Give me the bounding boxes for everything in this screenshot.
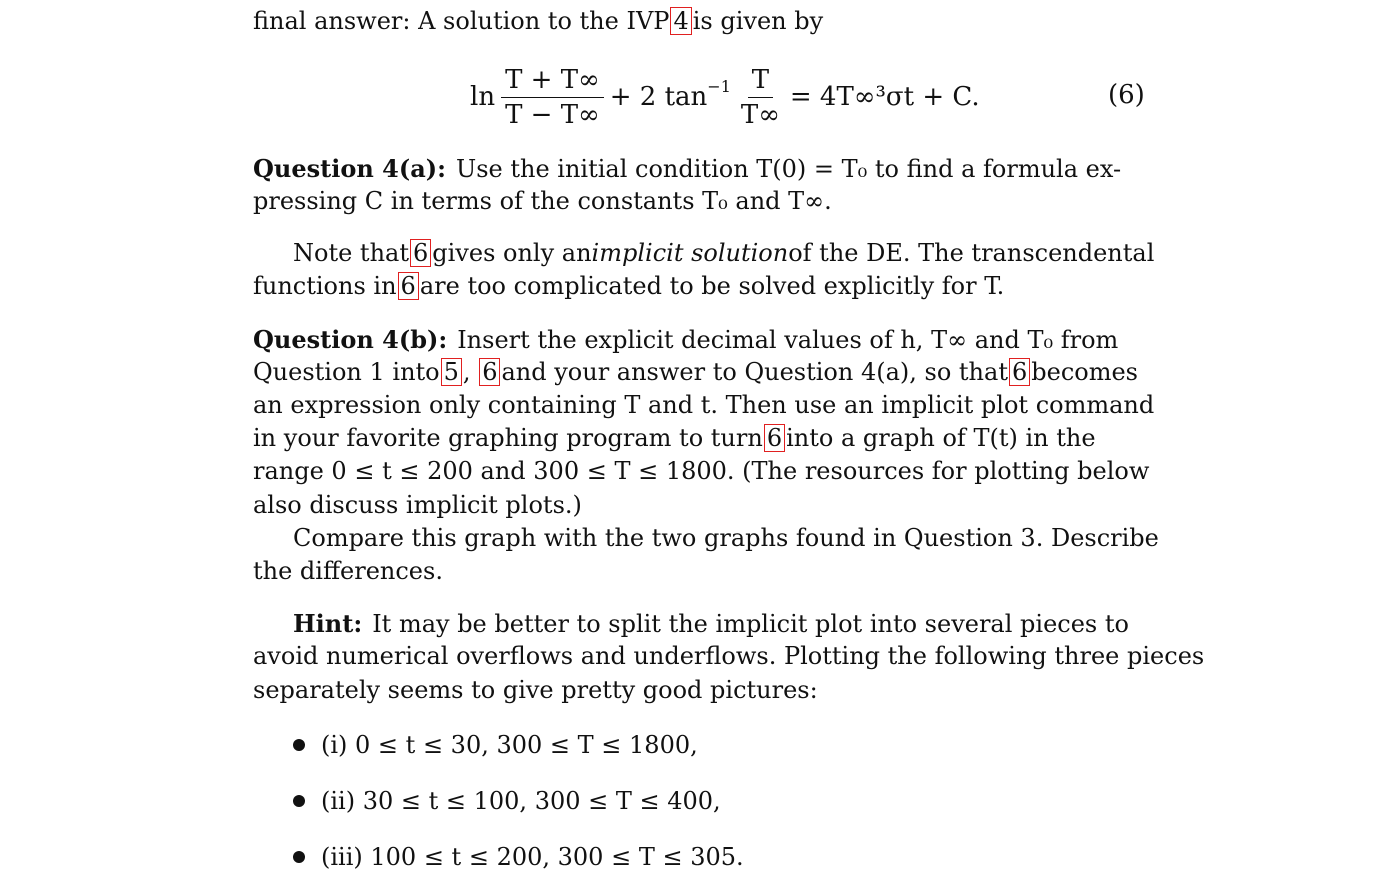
intro-text-before: final answer: A solution to the IVP: [253, 7, 670, 35]
equation-ref-link[interactable]: 6: [398, 272, 419, 300]
bullet-text: (ii) 30 ≤ t ≤ 100, 300 ≤ T ≤ 400,: [321, 787, 721, 815]
note-text-c: of the DE. The transcendental: [788, 239, 1155, 267]
q4b-line-6: [253, 489, 1143, 522]
bullet-item: [293, 840, 744, 874]
bullet-dot-icon: [293, 739, 305, 751]
q4b-line-3: [253, 389, 1155, 422]
equation-ref-link[interactable]: 6: [479, 358, 500, 386]
hint-label: Hint:: [293, 609, 363, 638]
hint-text-3: separately seems to give pretty good pictures:: [253, 676, 818, 704]
eq-fraction-2: [737, 65, 784, 130]
bullet-item: [293, 784, 721, 818]
eq-middle: + 2 tan: [609, 82, 708, 112]
hint-text-2: avoid numerical overflows and underflows. Plotting the following three pieces: [253, 642, 1205, 670]
q4b-text-4b: into a graph of T(t) in the: [786, 424, 1096, 452]
bullet-dot-icon: [293, 851, 305, 863]
equation-ref-link[interactable]: 6: [764, 424, 785, 452]
hint-line-2: [253, 640, 1205, 673]
eq-frac1-denominator: T − T∞: [505, 99, 600, 130]
eq-ln: ln: [470, 82, 496, 112]
q4b-text-5: range 0 ≤ t ≤ 200 and 300 ≤ T ≤ 1800. (The resources for plotting below: [253, 457, 1150, 485]
eq-frac2-denominator: T∞: [740, 99, 780, 130]
note-text-d: functions in: [253, 272, 397, 300]
q4a-line-2: [253, 185, 1143, 218]
intro-line: [253, 5, 1143, 38]
note-text-a: Note that: [293, 239, 409, 267]
note-line-2: [253, 270, 1143, 303]
q4b-line-7: [293, 522, 1159, 555]
bullet-dot-icon: [293, 795, 305, 807]
q4a-text-2: pressing C in terms of the constants T₀ and T∞.: [253, 187, 832, 215]
eq-frac1-numerator: T + T∞: [501, 65, 604, 98]
q4a-line-1: [253, 152, 1143, 185]
q4b-text-1: Insert the explicit decimal values of h, T∞ and T₀ from: [457, 326, 1119, 354]
q4b-text-3: an expression only containing T and t. Then use an implicit plot command: [253, 391, 1155, 419]
note-text-b: gives only an: [432, 239, 592, 267]
q4b-text-8: the differences.: [253, 557, 443, 585]
note-line-1: [293, 237, 1155, 270]
equation-ref-link[interactable]: 5: [441, 358, 462, 386]
q4b-line-4: [253, 422, 1143, 455]
equation-6: ln $\frac{T + T\infty}{T - T\infty}$ + 2 tan $^{-1}$ $\frac{T}{T\infty}$ = 4T∞³σt + C.: [470, 64, 980, 130]
q4b-line-5: [253, 455, 1150, 488]
hint-text-1: It may be better to split the implicit plot into several pieces to: [372, 610, 1129, 638]
equation-ref-link[interactable]: 4: [670, 7, 691, 35]
q4b-text-2b: and your answer to Question 4(a), so that: [501, 358, 1008, 386]
eq-frac2-numerator: T: [748, 65, 773, 98]
equation-ref-link[interactable]: 6: [410, 239, 431, 267]
q4a-text-1: Use the initial condition T(0) = T₀ to find a formula ex-: [455, 155, 1122, 183]
q4b-text-2c: becomes: [1031, 358, 1138, 386]
note-text-e: are too complicated to be solved explicitly for T.: [419, 272, 1005, 300]
bullet-text: (i) 0 ≤ t ≤ 30, 300 ≤ T ≤ 1800,: [321, 731, 698, 759]
q4b-text-7: Compare this graph with the two graphs found in Question 3. Describe: [293, 524, 1159, 552]
note-emphasis: implicit solution: [591, 239, 789, 267]
bullet-item: [293, 728, 698, 762]
q4b-label: Question 4(b):: [253, 325, 448, 354]
q4a-label: Question 4(a):: [253, 154, 446, 183]
eq-fraction-1: [501, 65, 604, 130]
bullet-text: (iii) 100 ≤ t ≤ 200, 300 ≤ T ≤ 305.: [321, 843, 744, 871]
q4b-text-6: also discuss implicit plots.): [253, 491, 582, 519]
hint-line-3: [253, 674, 1143, 707]
q4b-line-8: [253, 555, 1143, 588]
q4b-text-2a: Question 1 into: [253, 358, 440, 386]
hint-line-1: [293, 607, 1143, 640]
equation-ref-link[interactable]: 6: [1009, 358, 1030, 386]
q4b-line-1: [253, 323, 1143, 356]
q4b-line-2: Question 1 into 5 , 6 and your answer to Question 4(a), so that 6 becomes: [253, 356, 1143, 389]
eq-rhs: = 4T∞³σt + C.: [789, 82, 980, 112]
equation-number: (6): [1108, 80, 1145, 110]
intro-text-after: is given by: [692, 7, 824, 35]
q4b-text-4a: in your favorite graphing program to turn: [253, 424, 763, 452]
